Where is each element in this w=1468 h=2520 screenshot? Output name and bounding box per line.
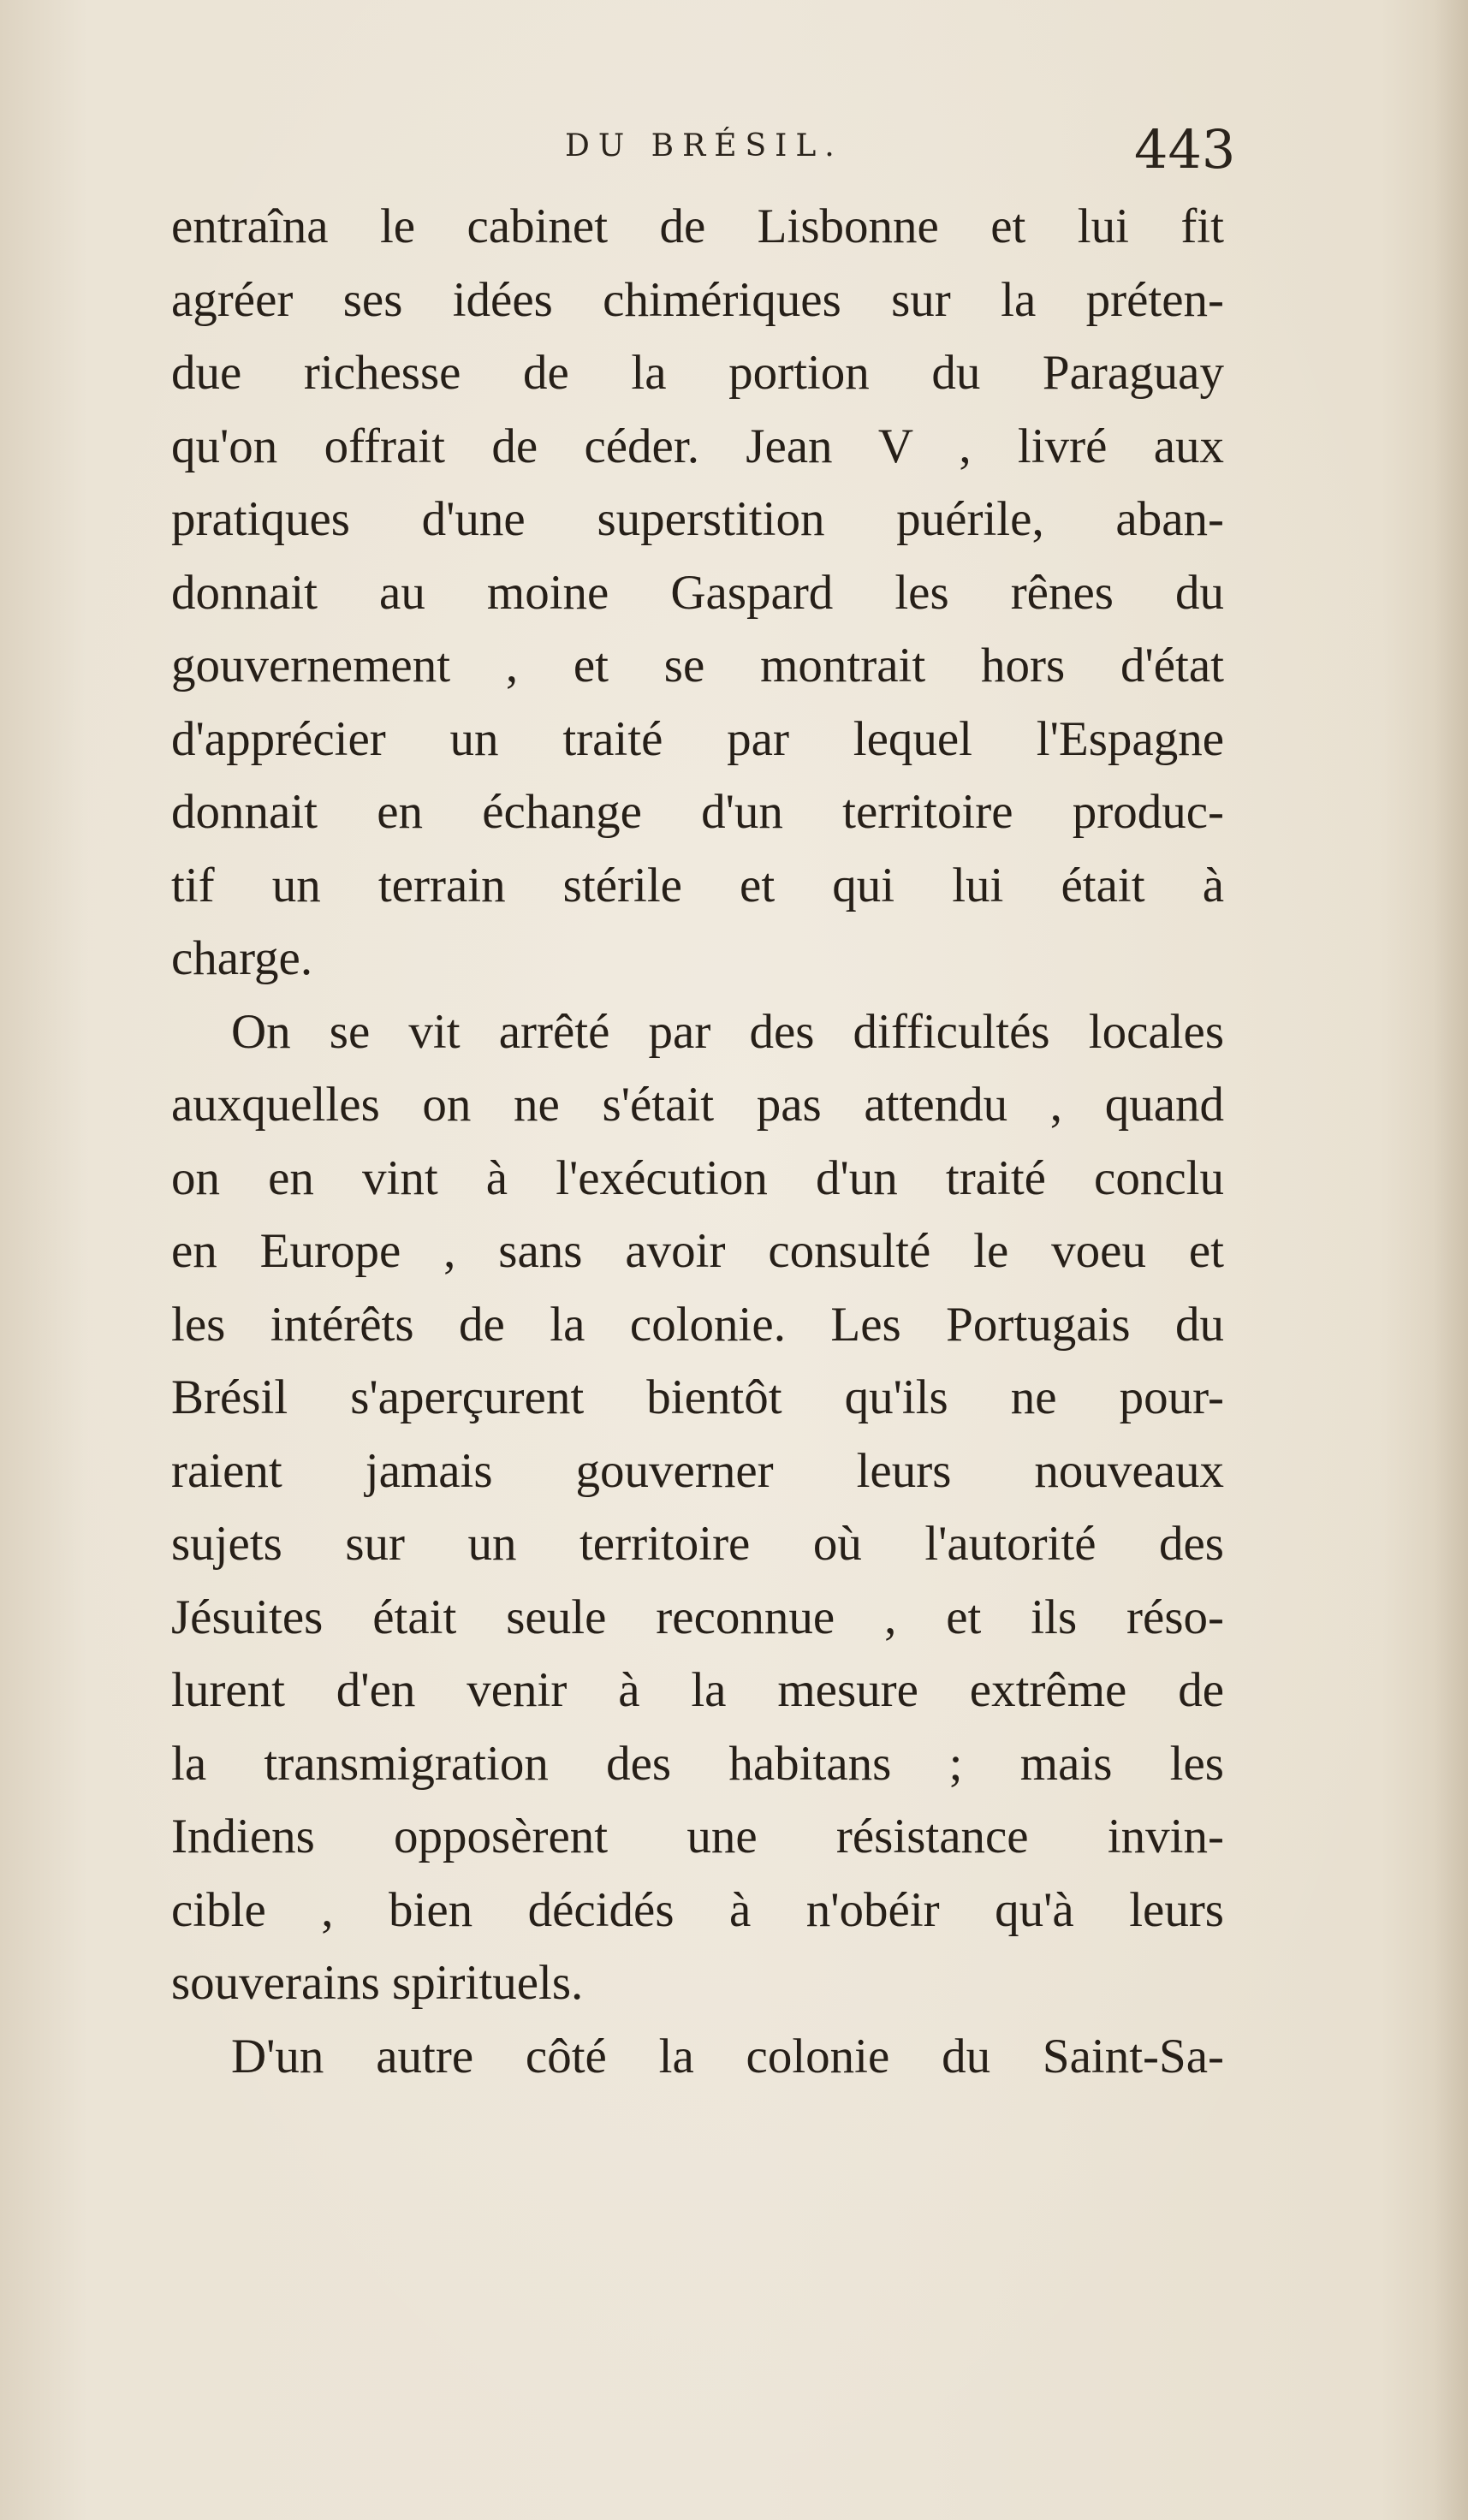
text-line: gouvernement , et se montrait hors d'état [171,639,1224,692]
paragraph-2 [171,996,1224,2020]
text-line: due richesse de la portion du Paraguay [171,346,1224,400]
paragraph-3 [171,2020,1224,2094]
running-head: DU BRÉSIL. [565,128,843,163]
text-line: lurent d'en venir à la mesure extrême de [171,1663,1224,1717]
page-number: 443 [1134,118,1236,181]
text-line: les intérêts de la colonie. Les Portugais du [171,1297,1224,1352]
text-line: la transmigration des habitans ; mais les [171,1736,1224,1791]
text-line: qu'on offrait de céder. Jean V , livré aux [171,419,1224,473]
text-line: donnait au moine Gaspard les rênes du [171,565,1224,620]
body-text [171,190,1224,2093]
text-line: en Europe , sans avoir consulté le voeu et [171,1224,1224,1278]
paragraph-1 [171,190,1224,996]
text-line: on en vint à l'exécution d'un traité conclu [171,1150,1224,1205]
text-line: Brésil s'aperçurent bientôt qu'ils ne pour- [171,1370,1224,1424]
text-line: pratiques d'une superstition puérile, aban- [171,492,1224,546]
text-line: d'apprécier un traité par lequel l'Espagne [171,711,1224,766]
text-line: donnait en échange d'un territoire produc- [171,785,1224,839]
text-line: sujets sur un territoire où l'autorité des [171,1517,1224,1571]
text-line: tif un terrain stérile et qui lui était à [171,858,1224,912]
text-line: cible , bien décidés à n'obéir qu'à leurs [171,1882,1224,1937]
text-line: souverains spirituels. [171,1956,584,2010]
text-line: entraîna le cabinet de Lisbonne et lui fit [171,199,1224,253]
text-line: Indiens opposèrent une résistance invin- [171,1810,1224,1863]
text-line: D'un autre côté la colonie du Saint-Sa- [231,2029,1224,2083]
text-line: Jésuites était seule reconnue , et ils réso- [171,1590,1224,1644]
page-edge-shadow [1434,0,1468,2520]
text-line: charge. [171,931,313,985]
text-line: auxquelles on ne s'était pas attendu , quand [171,1078,1224,1132]
text-line: raient jamais gouverner leurs nouveaux [171,1443,1224,1498]
text-line: agréer ses idées chimériques sur la préten- [171,272,1224,327]
text-line: On se vit arrêté par des difficultés locales [231,1004,1224,1059]
